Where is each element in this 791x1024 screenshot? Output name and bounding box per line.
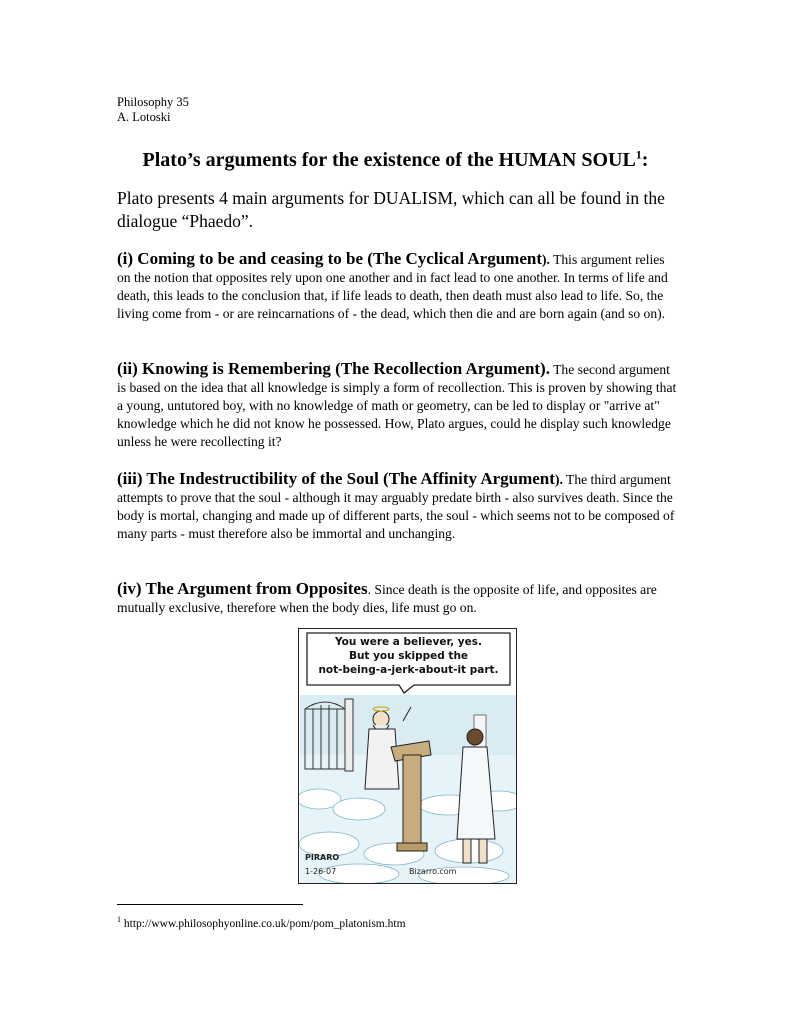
footnote-number: 1	[117, 915, 121, 924]
section-body: The second argument is based on the idea that all knowledge is simply a form of recollection. This is proven by showing that a young, untutored boy, with no knowledge of math or geometry, can be led to display or "arrive at" knowledge which he did not know he possessed. How, Plato argues, could he display such knowledge unless he were recollecting it?	[117, 362, 677, 449]
footnote-ref: 1	[635, 147, 642, 162]
cartoon-illustration	[299, 629, 517, 884]
section-heading: (iii) The Indestructibility of the Soul (The Affinity Argument	[117, 469, 555, 488]
caption-line: But you skipped the	[348, 650, 469, 662]
section-body: This argument relies on the notion that opposites rely upon one another and in fact lead to one another. In terms of life and death, this leads to the conclusion that, if life leads to death, then death must also lead to life. So, the living come from - or are reincarnations of - the dead, which then die and are born again (and so on).	[117, 252, 668, 321]
section-body: . Since death is the opposite of life, and opposites are mutually exclusive, therefore when the body dies, life must go on.	[117, 582, 657, 615]
cartoon-site: Bizarro.com	[409, 867, 457, 876]
intro-paragraph: Plato presents 4 main arguments for DUALISM, which can all be found in the dialogue “Phaedo”.	[117, 188, 665, 231]
caption-line: You were a believer, yes.	[335, 636, 482, 648]
title-suffix: :	[641, 149, 649, 171]
section-heading: (ii) Knowing is Remembering (The Recollection Argument).	[117, 359, 550, 378]
section-cyclical	[117, 250, 677, 323]
section-heading-tail: ).	[541, 252, 550, 267]
course-name: Philosophy 35	[117, 95, 189, 109]
footnote-link[interactable]: http://www.philosophyonline.co.uk/pom/pom_platonism.htm	[123, 917, 406, 930]
section-affinity	[117, 470, 677, 543]
author-name: A. Lotoski	[117, 110, 171, 124]
title-text: Plato’s arguments for the existence of the HUMAN SOUL	[142, 149, 636, 171]
footnote-divider	[117, 904, 303, 905]
section-heading: (i) Coming to be and ceasing to be (The Cyclical Argument	[117, 249, 542, 268]
section-recollection	[117, 360, 677, 451]
section-body: The third argument attempts to prove that the soul - although it may arguably predate birth - also survives death. Since the body is mortal, changing and made up of different parts, the soul - which seems not to be composed of many parts - must therefore also be immortal and unchanging.	[117, 472, 675, 541]
section-heading: (iv) The Argument from Opposites	[117, 579, 368, 598]
page-title	[0, 148, 791, 172]
footnote	[117, 913, 406, 931]
bizarro-cartoon	[298, 628, 517, 884]
cartoon-date: 1-26-07	[305, 867, 337, 876]
cartoon-signature: PIRARO	[305, 853, 340, 862]
caption-line: not-being-a-jerk-about-it part.	[318, 664, 499, 676]
section-heading-tail: ).	[554, 472, 563, 487]
section-opposites	[117, 580, 677, 617]
